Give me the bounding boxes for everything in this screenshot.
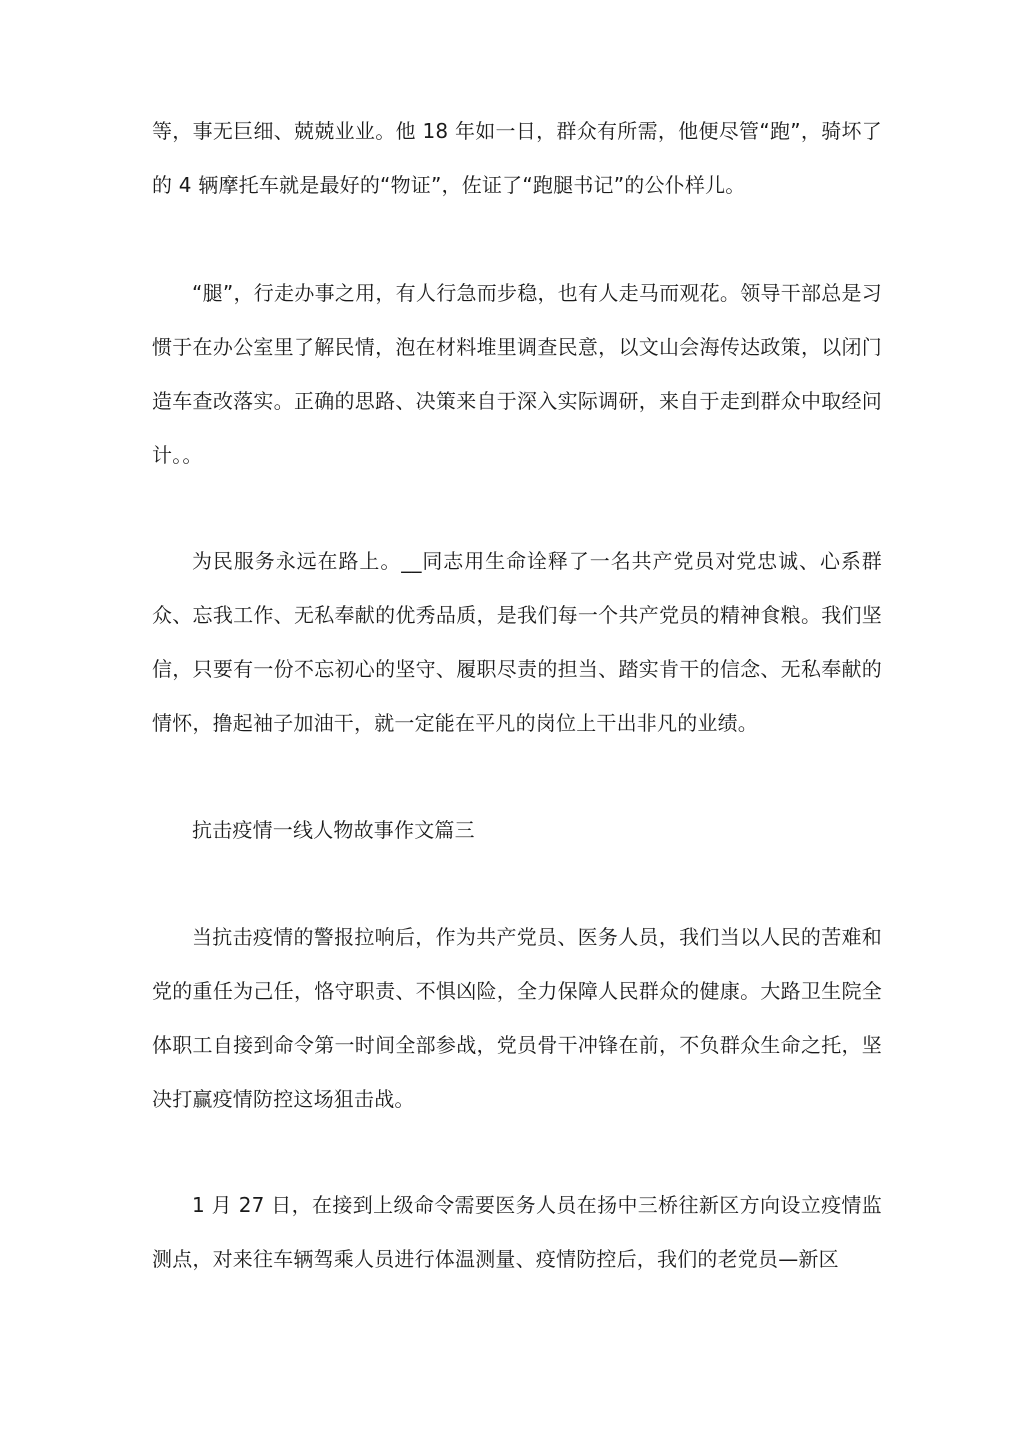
section-heading: 抗击疫情一线人物故事作文篇三 <box>192 818 475 842</box>
paragraph-2: “腿”，行走办事之用，有人行急而步稳，也有人走马而观花。领导干部总是习惯于在办公室里了解民情，泡在材料堆里调查民意，以文山会海传达政策，以闭门造车查改落实。正确的思路、决策来自于深入实际调研，来自于走到群众中取经问计。。 <box>152 281 882 467</box>
paragraph-5: 1 月 27 日，在接到上级命令需要医务人员在扬中三桥往新区方向设立疫情监测点，对来往车辆驾乘人员进行体温测量、疫情防控后，我们的老党员—新区 <box>152 1193 882 1271</box>
paragraph-1: 等，事无巨细、兢兢业业。他 18 年如一日，群众有所需，他便尽管“跑”，骑坏了的 4 辆摩托车就是最好的“物证”，佐证了“跑腿书记”的公仆样儿。 <box>152 119 882 197</box>
paragraph-3: 为民服务永远在路上。__同志用生命诠释了一名共产党员对党忠诚、心系群众、忘我工作、无私奉献的优秀品质，是我们每一个共产党员的精神食粮。我们坚信，只要有一份不忘初心的坚守、履职尽责的担当、踏实肯干的信念、无私奉献的情怀，撸起袖子加油干，就一定能在平凡的岗位上干出非凡的业绩。 <box>152 549 882 735</box>
paragraph-4: 当抗击疫情的警报拉响后，作为共产党员、医务人员，我们当以人民的苦难和党的重任为己任，恪守职责、不惧凶险，全力保障人民群众的健康。大路卫生院全体职工自接到命令第一时间全部参战，党员骨干冲锋在前，不负群众生命之托，坚决打赢疫情防控这场狙击战。 <box>152 925 882 1111</box>
